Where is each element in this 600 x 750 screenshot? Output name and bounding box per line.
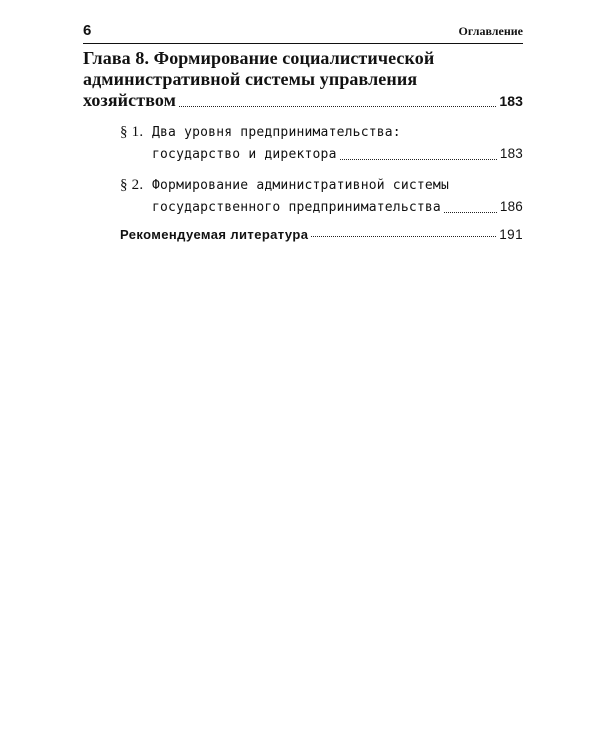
running-title: Оглавление	[458, 24, 523, 38]
page-ref: 191	[499, 227, 523, 242]
page-header	[83, 22, 523, 39]
dot-leader	[444, 212, 497, 213]
header-rule	[83, 43, 523, 44]
chapter-title-line: административной системы управления	[83, 69, 418, 89]
toc-literature-entry[interactable]	[120, 227, 523, 242]
page-ref: 186	[499, 199, 523, 214]
section-title-line: государство и директора	[152, 147, 337, 162]
dot-leader	[311, 236, 496, 237]
chapter-title-line: хозяйством	[83, 90, 177, 110]
section-marker: § 2.	[120, 177, 144, 193]
section-title-line: Два уровня предпринимательства:	[152, 125, 401, 140]
toc-section-entry[interactable]	[120, 175, 523, 218]
table-of-contents	[83, 48, 523, 242]
section-title-line: государственного предпринимательства	[152, 200, 441, 215]
chapter-title-line: Глава 8. Формирование социалистической	[83, 48, 435, 68]
toc-chapter-entry[interactable]	[83, 48, 523, 112]
dot-leader	[179, 106, 496, 107]
section-title-line: Формирование административной системы	[152, 178, 449, 193]
toc-section-entry[interactable]	[120, 122, 523, 165]
section-marker: § 1.	[120, 124, 144, 140]
dot-leader	[340, 159, 497, 160]
literature-label: Рекомендуемая литература	[120, 227, 309, 242]
page-ref: 183	[499, 93, 523, 109]
page-ref: 183	[499, 146, 523, 161]
page-number: 6	[83, 22, 92, 39]
